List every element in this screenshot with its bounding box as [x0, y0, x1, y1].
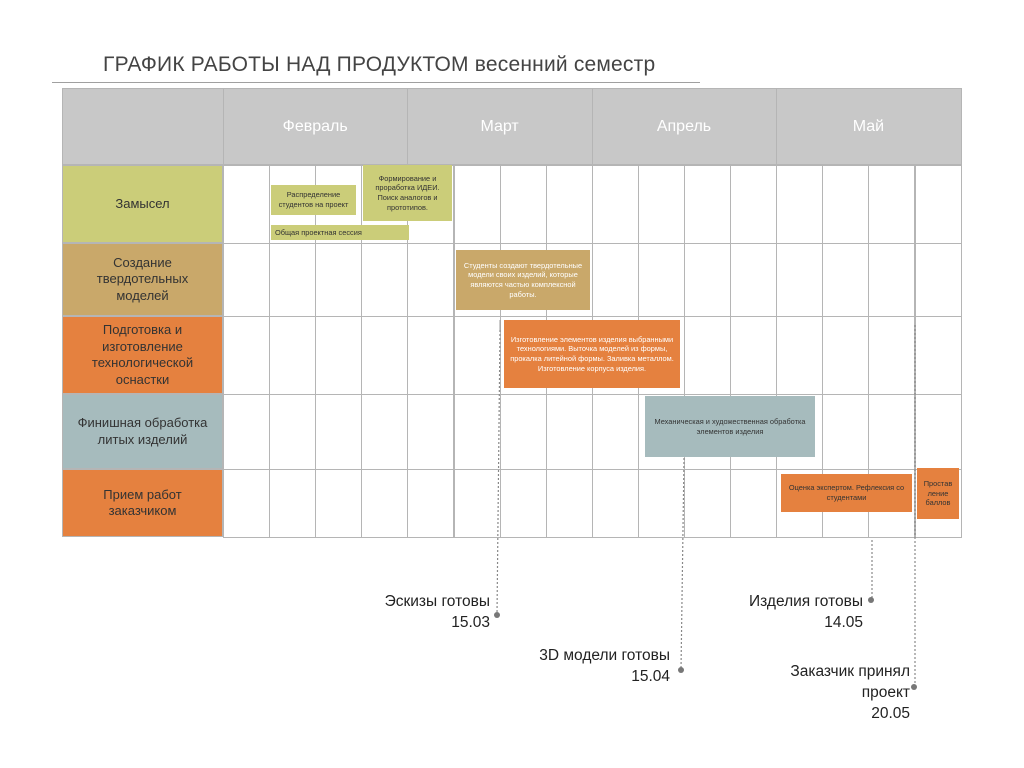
milestone-3d-models [539, 645, 670, 687]
task-student-assignment: Распределение студентов на проект [271, 185, 356, 215]
task-grading: Простав ление баллов [917, 468, 959, 519]
month-header-may: Май [852, 117, 885, 135]
month-header-april: Апрель [656, 117, 712, 135]
milestone-accepted [760, 661, 910, 724]
milestone-dot-3d-models [678, 667, 684, 673]
task-idea-development: Формирование и проработка ИДЕИ. Поиск аналогов и прототипов. [363, 165, 452, 221]
task-solid-modeling: Студенты создают твердотельные модели своих изделий, которые являются частью комплексной работы. [456, 250, 590, 310]
milestone-label: Эскизы готовы [384, 593, 490, 610]
stage-label-solid-models: Создание твердотельных моделей [62, 243, 223, 316]
month-header-february: Февраль [282, 117, 348, 135]
milestone-dot-accepted [911, 684, 917, 690]
leader-line-sketches-dash [497, 330, 500, 615]
leader-line-3d-models [681, 458, 684, 670]
milestone-date: 15.03 [451, 614, 490, 631]
stage-label-acceptance: Прием работ заказчиком [62, 469, 223, 537]
task-finishing: Механическая и художественная обработка элементов изделия [645, 396, 815, 457]
stage-label-concept: Замысел [62, 165, 223, 243]
milestone-dot-sketches [494, 612, 500, 618]
milestone-date: 15.04 [631, 668, 670, 685]
milestone-date: 20.05 [871, 705, 910, 722]
milestone-label: Заказчик принял проект [790, 663, 910, 701]
task-project-session: Общая проектная сессия [271, 225, 409, 240]
task-manufacturing: Изготовление элементов изделия выбранными технологиями. Выточка моделей из формы, прокалка литейной формы. Заливка металлом. Изготовление корпуса изделия. [504, 320, 680, 388]
task-expert-review: Оценка экспертом. Рефлексия со студентами [781, 474, 912, 512]
milestone-sketches [385, 591, 490, 633]
stage-label-tooling: Подготовка и изготовление технологической оснастки [62, 316, 223, 394]
milestone-date: 14.05 [824, 614, 863, 631]
stage-label-finishing: Финишная обработка литых изделий [62, 394, 223, 469]
milestone-label: Изделия готовы [749, 593, 863, 610]
milestone-products [749, 591, 863, 633]
month-header-march: Март [480, 117, 519, 135]
page-title: ГРАФИК РАБОТЫ НАД ПРОДУКТОМ весенний семестр [103, 53, 656, 76]
milestone-dot-products [868, 597, 874, 603]
milestone-label: 3D модели готовы [539, 647, 670, 664]
